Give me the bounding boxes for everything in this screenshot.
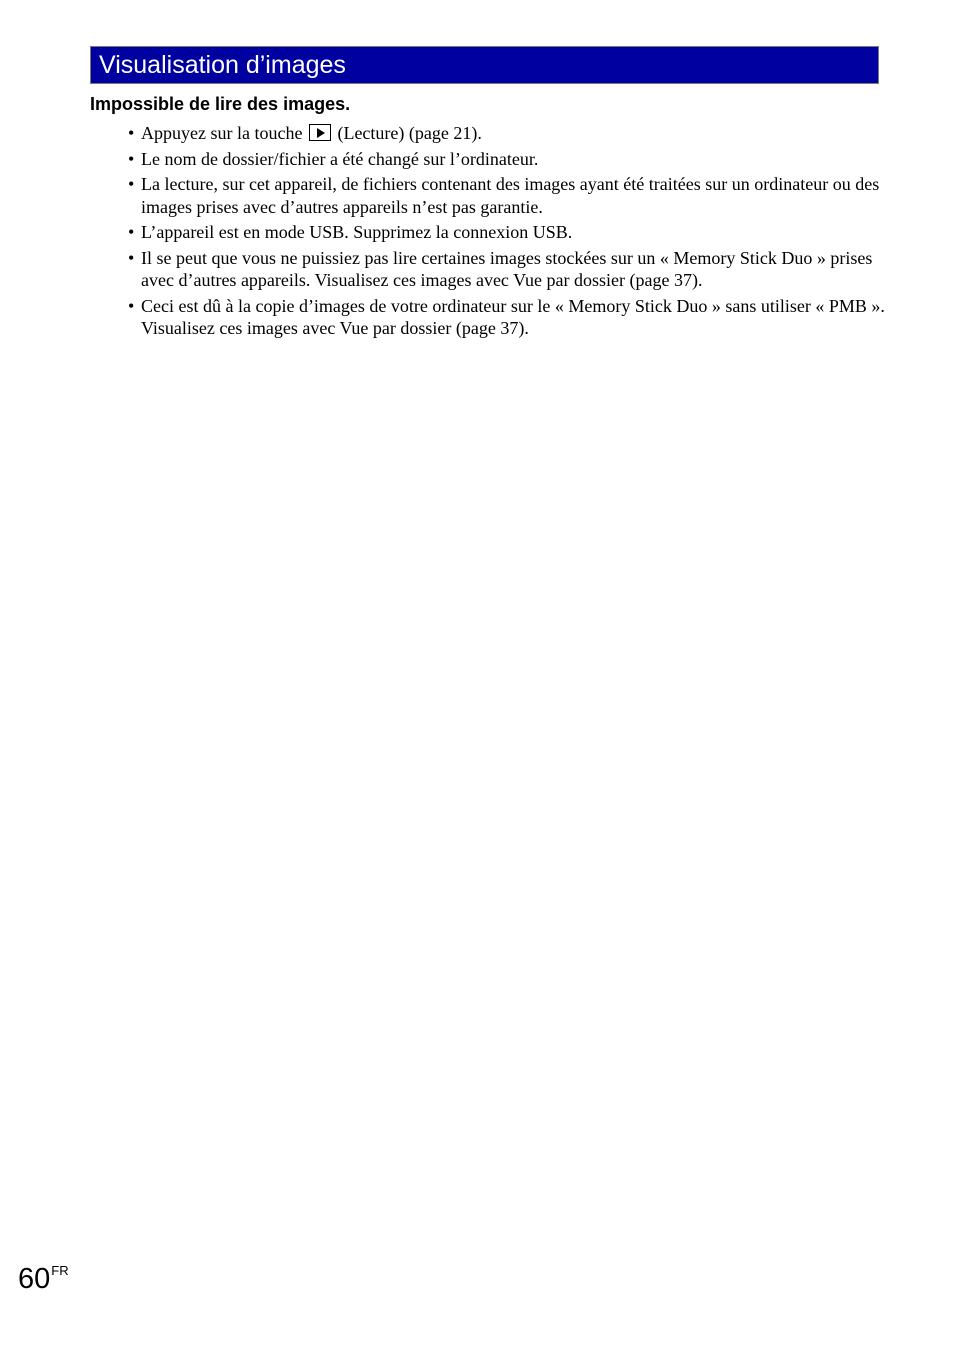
play-icon [309, 124, 331, 141]
section-title: Visualisation d’images [99, 50, 346, 79]
list-item [128, 148, 888, 171]
list-item [128, 173, 888, 218]
bullet-mark: • [128, 295, 135, 316]
bullet-mark: • [128, 174, 135, 194]
section-banner [90, 46, 879, 84]
list-item [128, 221, 888, 244]
item-text: Le nom de dossier/fichier a été changé sur l’ordinateur. [141, 148, 539, 169]
item-text: Ceci est dû à la copie d’images de votre ordinateur sur le « Memory Stick Duo » sans utiliser « PMB ». Visualisez ces images avec Vue par dossier (page 37). [141, 295, 885, 338]
item-text: La lecture, sur cet appareil, de fichiers contenant des images ayant été traitées sur un ordinateur ou des images prises avec d’autres appareils n’est pas garantie. [141, 174, 880, 217]
list-item [128, 122, 888, 145]
item-text-before-icon: Appuyez sur la touche [141, 123, 303, 143]
item-text: Il se peut que vous ne puissiez pas lire certaines images stockées sur un « Memory Stick Duo » prises avec d’autres appareils. Visualisez ces images avec Vue par dossier (page 37). [141, 247, 873, 290]
bullet-mark: • [128, 222, 135, 242]
problem-heading: Impossible de lire des images. [90, 94, 351, 114]
bullet-mark: • [128, 148, 135, 169]
page-language-code: FR [51, 1263, 69, 1278]
list-item [128, 247, 888, 292]
solution-list [128, 122, 888, 343]
item-text: L’appareil est en mode USB. Supprimez la connexion USB. [141, 222, 573, 242]
bullet-mark: • [128, 123, 135, 143]
bullet-mark: • [128, 247, 135, 268]
list-item [128, 295, 888, 340]
page-number-value: 60 [18, 1263, 51, 1295]
item-text-after-icon: (Lecture) (page 21). [337, 123, 482, 143]
page-number [18, 1264, 69, 1294]
